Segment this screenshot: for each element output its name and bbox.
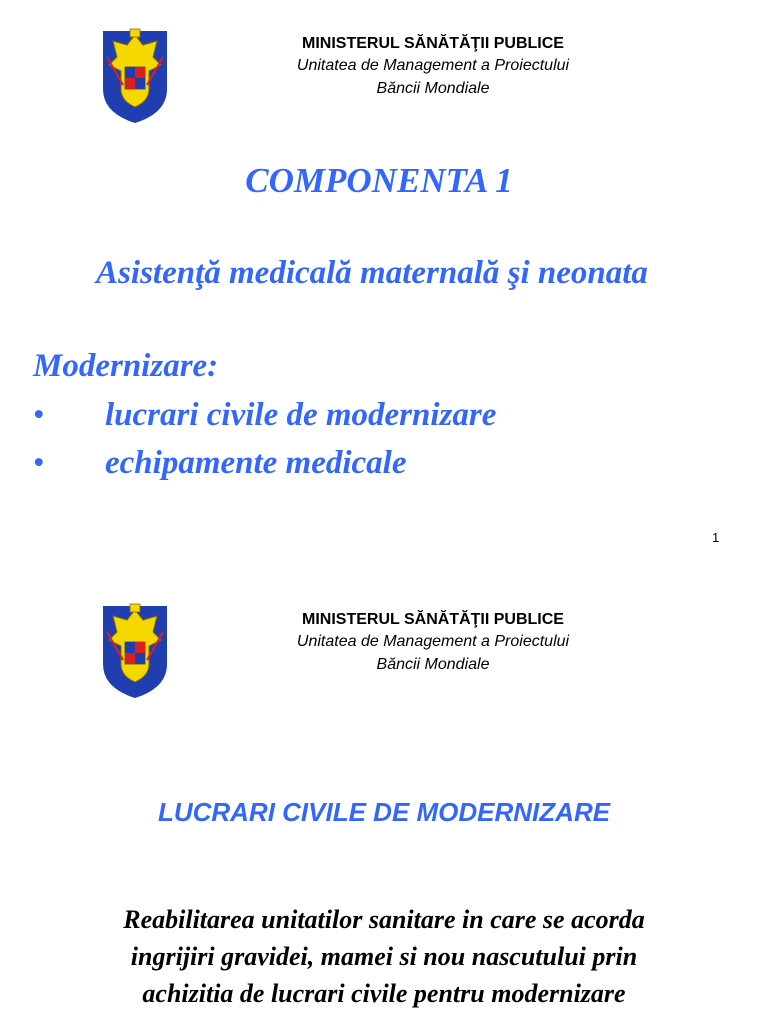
slide-2-title: LUCRARI CIVILE DE MODERNIZARE (157, 797, 611, 827)
bank-name: Băncii Mondiale (376, 80, 490, 97)
slide-2-body (0, 901, 768, 1012)
coat-of-arms-logo (99, 602, 171, 700)
bank-name: Băncii Mondiale (376, 656, 490, 673)
unit-name: Unitatea de Management a Proiectului (296, 57, 570, 74)
bullet-symbol: • (33, 445, 45, 481)
page-number: 1 (712, 530, 720, 545)
slide-2-header (240, 609, 626, 676)
bullet-text: lucrari civile de modernizare (105, 397, 497, 433)
body-line: Reabilitarea unitatilor sanitare in care se acorda (123, 905, 645, 934)
bullet-item (33, 443, 496, 491)
bullet-text: echipamente medicale (105, 445, 407, 481)
bullet-item (33, 395, 496, 443)
ministry-name: MINISTERUL SĂNĂTĂŢII PUBLICE (302, 611, 564, 628)
bullet-symbol: • (33, 397, 45, 433)
slide-1-title: COMPONENTA 1 (245, 161, 513, 200)
unit-name: Unitatea de Management a Proiectului (296, 633, 570, 650)
ministry-name: MINISTERUL SĂNĂTĂŢII PUBLICE (302, 35, 564, 52)
coat-of-arms-logo (99, 27, 171, 125)
slide-1-subtitle: Asistenţă medicală maternală şi neonata (96, 255, 648, 291)
bullet-list (33, 395, 496, 491)
body-line: ingrijiri gravidei, mamei si nou nascutului prin (130, 942, 638, 971)
body-line: achizitia de lucrari civile pentru modernizare (142, 979, 626, 1008)
slide-1-header (240, 33, 626, 100)
section-heading: Modernizare: (33, 348, 219, 384)
